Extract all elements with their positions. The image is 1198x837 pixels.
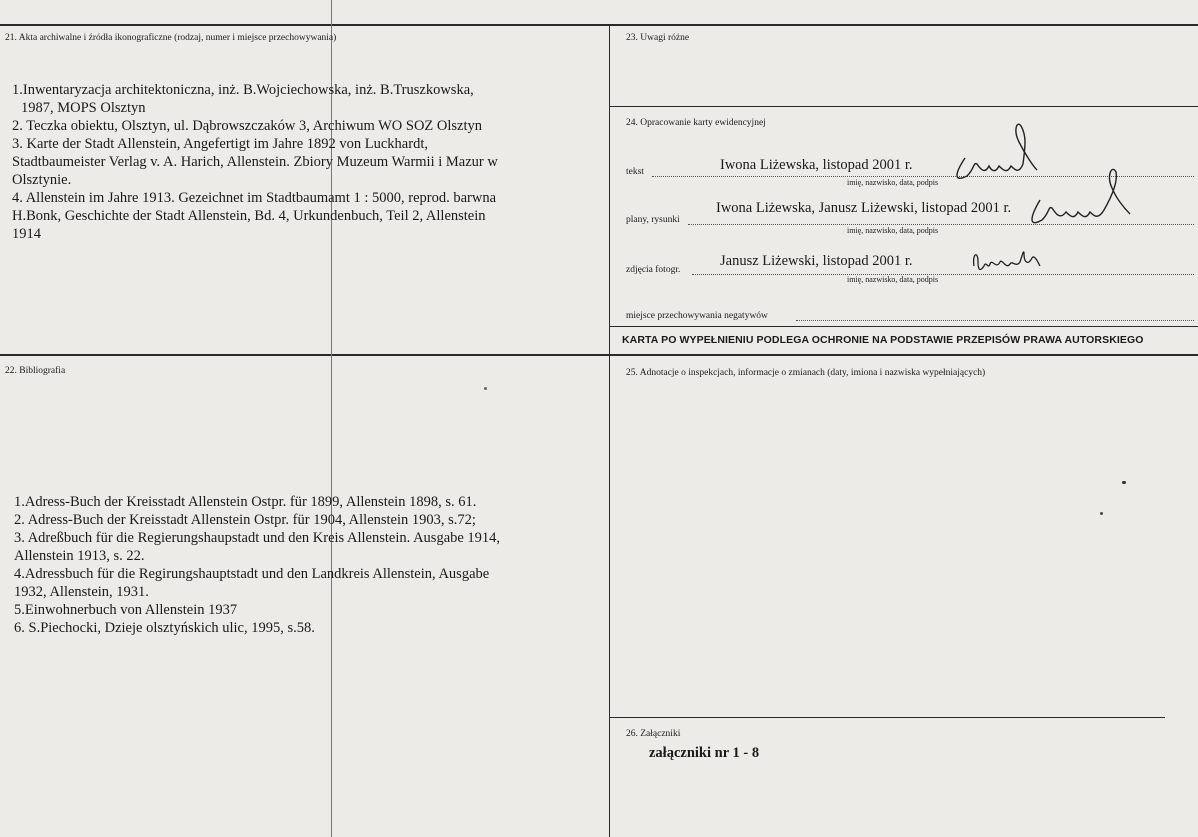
list-item: 4.Adressbuch für die Regirungshauptstadt und den Landkreis Allenstein, Ausgabe <box>14 566 490 582</box>
list-item: Allenstein 1913, s. 22. <box>14 548 145 564</box>
scan-speck <box>484 387 487 390</box>
top-border <box>0 24 1198 26</box>
text-field-value: Iwona Liżewska, listopad 2001 r. <box>720 157 913 173</box>
signature-photos <box>968 244 1048 284</box>
sec26-title: 26. Załączniki <box>626 729 681 739</box>
list-item: 1987, MOPS Olsztyn <box>21 100 146 116</box>
list-item: 1.Adress-Buch der Kreisstadt Allenstein Ostpr. für 1899, Allenstein 1898, s. 61. <box>14 494 477 510</box>
scan-speck <box>1122 481 1126 484</box>
sec22-title: 22. Bibliografia <box>5 366 66 376</box>
sec25-title: 25. Adnotacje o inspekcjach, informacje o zmianach (daty, imiona i nazwiska wypełniających) <box>626 368 986 378</box>
list-item: 2. Adress-Buch der Kreisstadt Allenstein Ostpr. für 1904, Allenstein 1903, s.72; <box>14 512 476 528</box>
photos-field-value: Janusz Liżewski, listopad 2001 r. <box>720 253 913 269</box>
list-item: 4. Allenstein im Jahre 1913. Gezeichnet im Stadtbaumamt 1 : 5000, reprod. barwna <box>12 190 497 206</box>
scan-speck <box>1100 512 1103 515</box>
sec23-title: 23. Uwagi różne <box>626 33 690 43</box>
plans-field-label: plany, rysunki <box>626 215 680 225</box>
sec21-entries <box>12 81 498 243</box>
plans-field-caption: imię, nazwisko, data, podpis <box>847 226 939 235</box>
plans-field-value: Iwona Liżewska, Janusz Liżewski, listopad 2001 r. <box>716 200 1012 216</box>
photos-field-line <box>692 274 1194 275</box>
sec24-divider <box>609 326 1198 327</box>
sec24-title: 24. Opracowanie karty ewidencyjnej <box>626 118 766 128</box>
list-item: 1932, Allenstein, 1931. <box>14 584 149 600</box>
signature-plans <box>1020 162 1140 237</box>
sec23-bottom-border <box>609 106 1198 107</box>
list-item: Olsztynie. <box>12 172 72 188</box>
middle-border <box>0 354 1198 356</box>
negatives-field-line <box>796 320 1194 321</box>
list-item: 6. S.Piechocki, Dzieje olsztyńskich ulic, 1995, s.58. <box>14 620 315 636</box>
text-field-label: tekst <box>626 167 644 177</box>
photos-field-label: zdjęcia fotogr. <box>626 265 681 275</box>
sec22-entries <box>14 493 500 637</box>
list-item: 3. Adreßbuch für die Regierungshaupstadt und den Kreis Allenstein. Ausgabe 1914, <box>14 530 501 546</box>
photos-field-caption: imię, nazwisko, data, podpis <box>847 275 939 284</box>
list-item: 1914 <box>12 226 41 242</box>
list-item: 3. Karte der Stadt Allenstein, Angefertigt im Jahre 1892 von Luckhardt, <box>12 136 428 152</box>
copyright-notice: KARTA PO WYPEŁNIENIU PODLEGA OCHRONIE NA PODSTAWIE PRZEPISÓW PRAWA AUTORSKIEGO <box>622 334 1144 346</box>
column-divider <box>609 24 610 837</box>
list-item: 1.Inwentaryzacja architektoniczna, inż. B.Wojciechowska, inż. B.Truszkowska, <box>12 82 474 98</box>
list-item: Stadtbaumeister Verlag v. A. Harich, Allenstein. Zbiory Muzeum Warmii i Mazur w <box>12 154 498 170</box>
sec21-title: 21. Akta archiwalne i źródła ikonograficzne (rodzaj, numer i miejsce przechowywania) <box>5 33 337 43</box>
list-item: 2. Teczka obiektu, Olsztyn, ul. Dąbrowszczaków 3, Archiwum WO SOZ Olsztyn <box>12 118 483 134</box>
list-item: 5.Einwohnerbuch von Allenstein 1937 <box>14 602 238 618</box>
attachments-value: załączniki nr 1 - 8 <box>649 745 760 761</box>
list-item: H.Bonk, Geschichte der Stadt Allenstein, Bd. 4, Urkundenbuch, Teil 2, Allenstein <box>12 208 486 224</box>
text-field-caption: imię, nazwisko, data, podpis <box>847 178 939 187</box>
negatives-field-label: miejsce przechowywania negatywów <box>626 311 768 321</box>
sec26-top-border <box>609 717 1165 718</box>
